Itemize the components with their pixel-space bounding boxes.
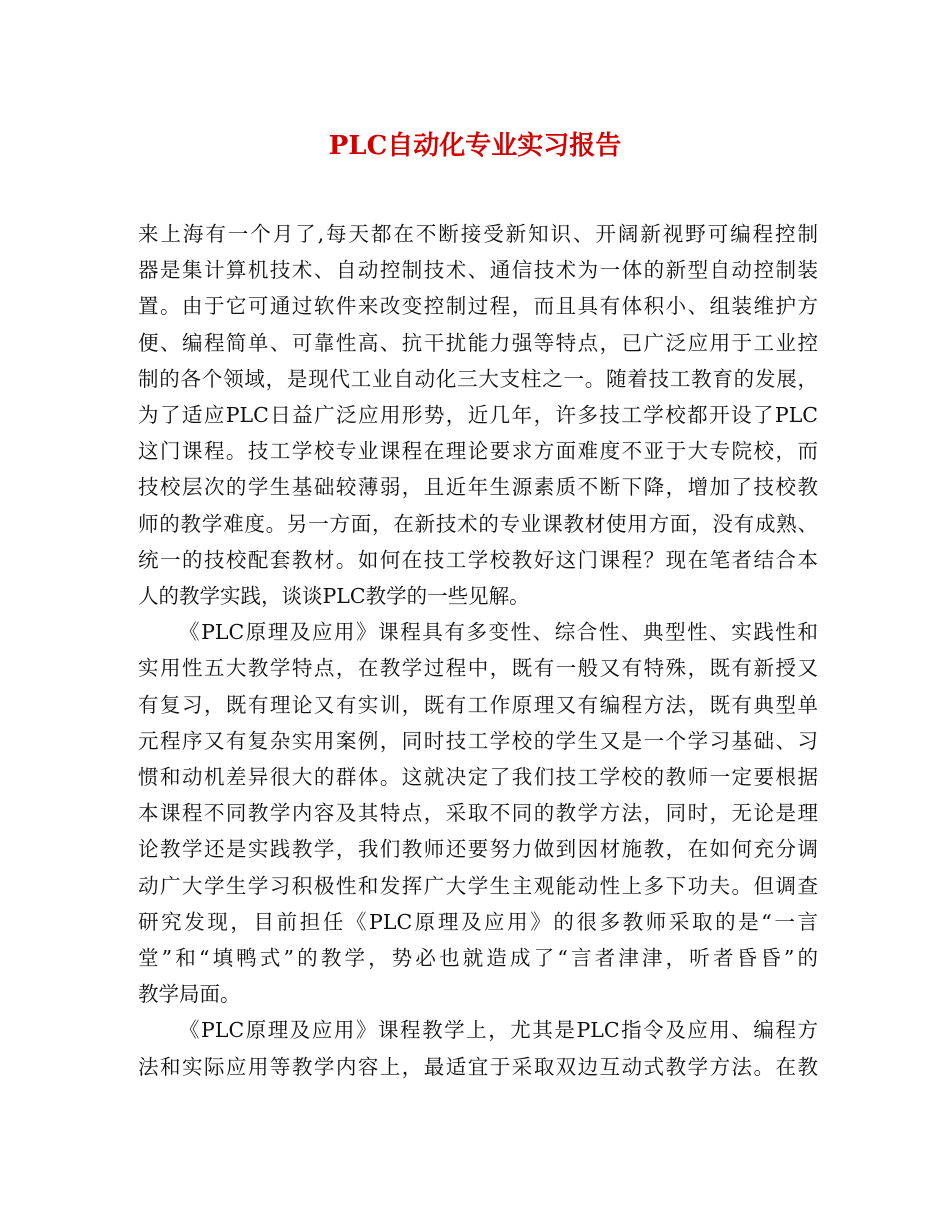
paragraph-line: 人的教学实践，谈谈PLC教学的一些见解。 — [138, 584, 530, 609]
paragraph-line: 实用性五大教学特点，在教学过程中，既有一般又有特殊，既有新授又 — [138, 656, 818, 681]
paragraph-line: 堂”和“填鸭式”的教学，势必也就造成了“言者津津，听者昏昏”的 — [138, 946, 818, 971]
paragraph-line: 技校层次的学生基础较薄弱，且近年生源素质不断下降，增加了技校教 — [138, 475, 818, 500]
paragraph-line: 有复习，既有理论又有实训，既有工作原理又有编程方法，既有典型单 — [138, 692, 818, 717]
paragraph-line: 器是集计算机技术、自动控制技术、通信技术为一体的新型自动控制装 — [138, 258, 818, 283]
paragraph-line: 便、编程简单、可靠性高、抗干扰能力强等特点，已广泛应用于工业控 — [138, 330, 818, 355]
paragraph — [138, 1012, 818, 1084]
paragraph-line: 动广大学生学习积极性和发挥广大学生主观能动性上多下功夫。但调查 — [138, 873, 818, 898]
paragraph-line: 统一的技校配套教材。如何在技工学校教好这门课程？现在笔者结合本 — [138, 547, 818, 572]
paragraph-line: 这门课程。技工学校专业课程在理论要求方面难度不亚于大专院校，而 — [138, 439, 818, 464]
paragraph — [138, 216, 818, 614]
paragraph-line: 为了适应PLC日益广泛应用形势，近几年，许多技工学校都开设了PLC — [138, 403, 818, 428]
paragraph-line: 法和实际应用等教学内容上，最适宜于采取双边互动式教学方法。在教 — [138, 1054, 818, 1079]
paragraph-line: 《PLC原理及应用》课程教学上，尤其是PLC指令及应用、编程方 — [179, 1018, 818, 1043]
paragraph-line: 制的各个领域，是现代工业自动化三大支柱之一。随着技工教育的发展， — [138, 366, 818, 391]
paragraph-line: 《PLC原理及应用》课程具有多变性、综合性、典型性、实践性和 — [179, 620, 818, 645]
paragraph-line: 研究发现，目前担任《PLC原理及应用》的很多教师采取的是“一言 — [138, 909, 818, 934]
document-body — [138, 216, 818, 1085]
paragraph-line: 惯和动机差异很大的群体。这就决定了我们技工学校的教师一定要根据 — [138, 765, 818, 790]
paragraph-line: 教学局面。 — [138, 982, 241, 1007]
document-title: PLC自动化专业实习报告 — [328, 131, 622, 161]
paragraph — [138, 614, 818, 1012]
paragraph-line: 本课程不同教学内容及其特点，采取不同的教学方法，同时，无论是理 — [138, 801, 818, 826]
paragraph-line: 元程序又有复杂实用案例，同时技工学校的学生又是一个学习基础、习 — [138, 728, 818, 753]
paragraph-line: 置。由于它可通过软件来改变控制过程，而且具有体积小、组装维护方 — [138, 294, 818, 319]
paragraph-line: 师的教学难度。另一方面，在新技术的专业课教材使用方面，没有成熟、 — [138, 511, 818, 536]
paragraph-line: 来上海有一个月了,每天都在不断接受新知识、开阔新视野可编程控制 — [138, 222, 818, 246]
paragraph-line: 论教学还是实践教学，我们教师还要努力做到因材施教，在如何充分调 — [138, 837, 818, 862]
